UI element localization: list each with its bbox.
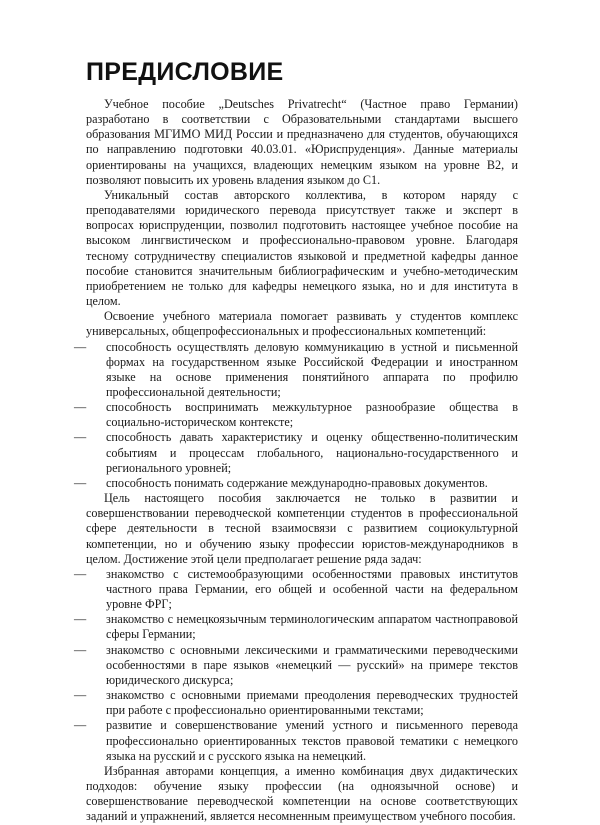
- paragraph-concept: Избранная авторами концепция, а именно комбинация двух дидактических подходов: обучение языку профессии (на одноязычной основе) и совершенствование переводческой компетенции на основе соответствующих заданий и упражнений, является несомненным преимуществом учебного пособия.: [86, 763, 518, 824]
- page-title: ПРЕДИСЛОВИЕ: [86, 58, 284, 86]
- list-item-text: способность осуществлять деловую коммуникацию в устной и письменной формах на государственном языке Российской Федерации и иностранном языке на основе применения понятийного аппарата по профилю профессиональной деятельности;: [106, 339, 518, 399]
- dash-marker: —: [74, 339, 87, 354]
- tasks-list: [74, 566, 518, 764]
- dash-marker: —: [74, 430, 87, 445]
- list-item-text: способность давать характеристику и оценку общественно-политическим событиям и процессам глобального, национально-государственного и регионального уровней;: [106, 430, 518, 475]
- list-item-text: способность понимать содержание международно-правовых документов.: [106, 475, 488, 490]
- list-item: [74, 688, 518, 718]
- list-item-text: развитие и совершенствование умений устного и письменного перевода профессионально ориентированных текстов правовой тематики с немецкого языка на русский и с русского языка на немецкий.: [106, 718, 518, 763]
- dash-marker: —: [74, 642, 87, 657]
- dash-marker: —: [74, 718, 87, 733]
- dash-marker: —: [74, 475, 87, 490]
- list-item: [74, 430, 518, 475]
- page-body: [74, 97, 518, 825]
- competences-list: [74, 339, 518, 492]
- dash-marker: —: [74, 612, 87, 627]
- paragraph-authors: Уникальный состав авторского коллектива, в котором наряду с преподавателями юридического перевода присутствует также и эксперт в вопросах юриспруденции, позволил подготовить настоящее учебное пособие на высоком лингвистическом и профессионально-правовом уровне. Благодаря тесному сотрудничеству специалистов языковой и предметной кафедры данное пособие становится значительным библиографическим и учебно-методическим приобретением не только для кафедры немецкого языка, но и для института в целом.: [86, 187, 518, 309]
- list-item-text: способность воспринимать межкультурное разнообразие общества в социально-историческом контексте;: [106, 400, 518, 430]
- list-item-text: знакомство с основными лексическими и грамматическими переводческими особенностями в паре языков «немецкий — русский» на примере текстов юридического дискурса;: [106, 642, 518, 687]
- list-item: [74, 400, 518, 430]
- list-item: [74, 475, 518, 491]
- list-item-text: знакомство с основными приемами преодоления переводческих трудностей при работе с профессионально ориентированными текстами;: [106, 688, 518, 718]
- list-item: [74, 612, 518, 642]
- list-item: [74, 566, 518, 612]
- list-item-text: знакомство с системообразующими особенностями правовых институтов частного права Германии, его общей и особенной части на федеральном уровне ФРГ;: [106, 566, 518, 612]
- dash-marker: —: [74, 688, 87, 703]
- list-item: [74, 718, 518, 763]
- dash-marker: —: [74, 400, 87, 415]
- paragraph-intro: Учебное пособие „Deutsches Privatrecht“ (Частное право Германии) разработано в соответствии с Образовательными стандартами высшего образования МГИМО МИД России и предназначено для студентов, обучающихся по направлению подготовки 40.03.01. «Юриспруденция». Данные материалы ориентированы на учащихся, владеющих немецким языком на уровне B2, и позволяют повысить их уровень владения языком до C1.: [86, 97, 518, 187]
- list-item: [74, 339, 518, 401]
- list-item: [74, 642, 518, 688]
- dash-marker: —: [74, 566, 87, 581]
- paragraph-goal: Цель настоящего пособия заключается не только в развитии и совершенствовании переводческой компетенции студентов в профессиональной сфере деятельности в тесной взаимосвязи с развитием социокультурной компетенции, но и обучению языку профессии юристов-международников в целом. Достижение этой цели предполагает решение ряда задач:: [86, 491, 518, 566]
- paragraph-competences: Освоение учебного материала помогает развивать у студентов комплекс универсальных, общепрофессиональных и профессиональных компетенций:: [86, 309, 518, 339]
- list-item-text: знакомство с немецкоязычным терминологическим аппаратом частноправовой сферы Германии;: [106, 612, 518, 642]
